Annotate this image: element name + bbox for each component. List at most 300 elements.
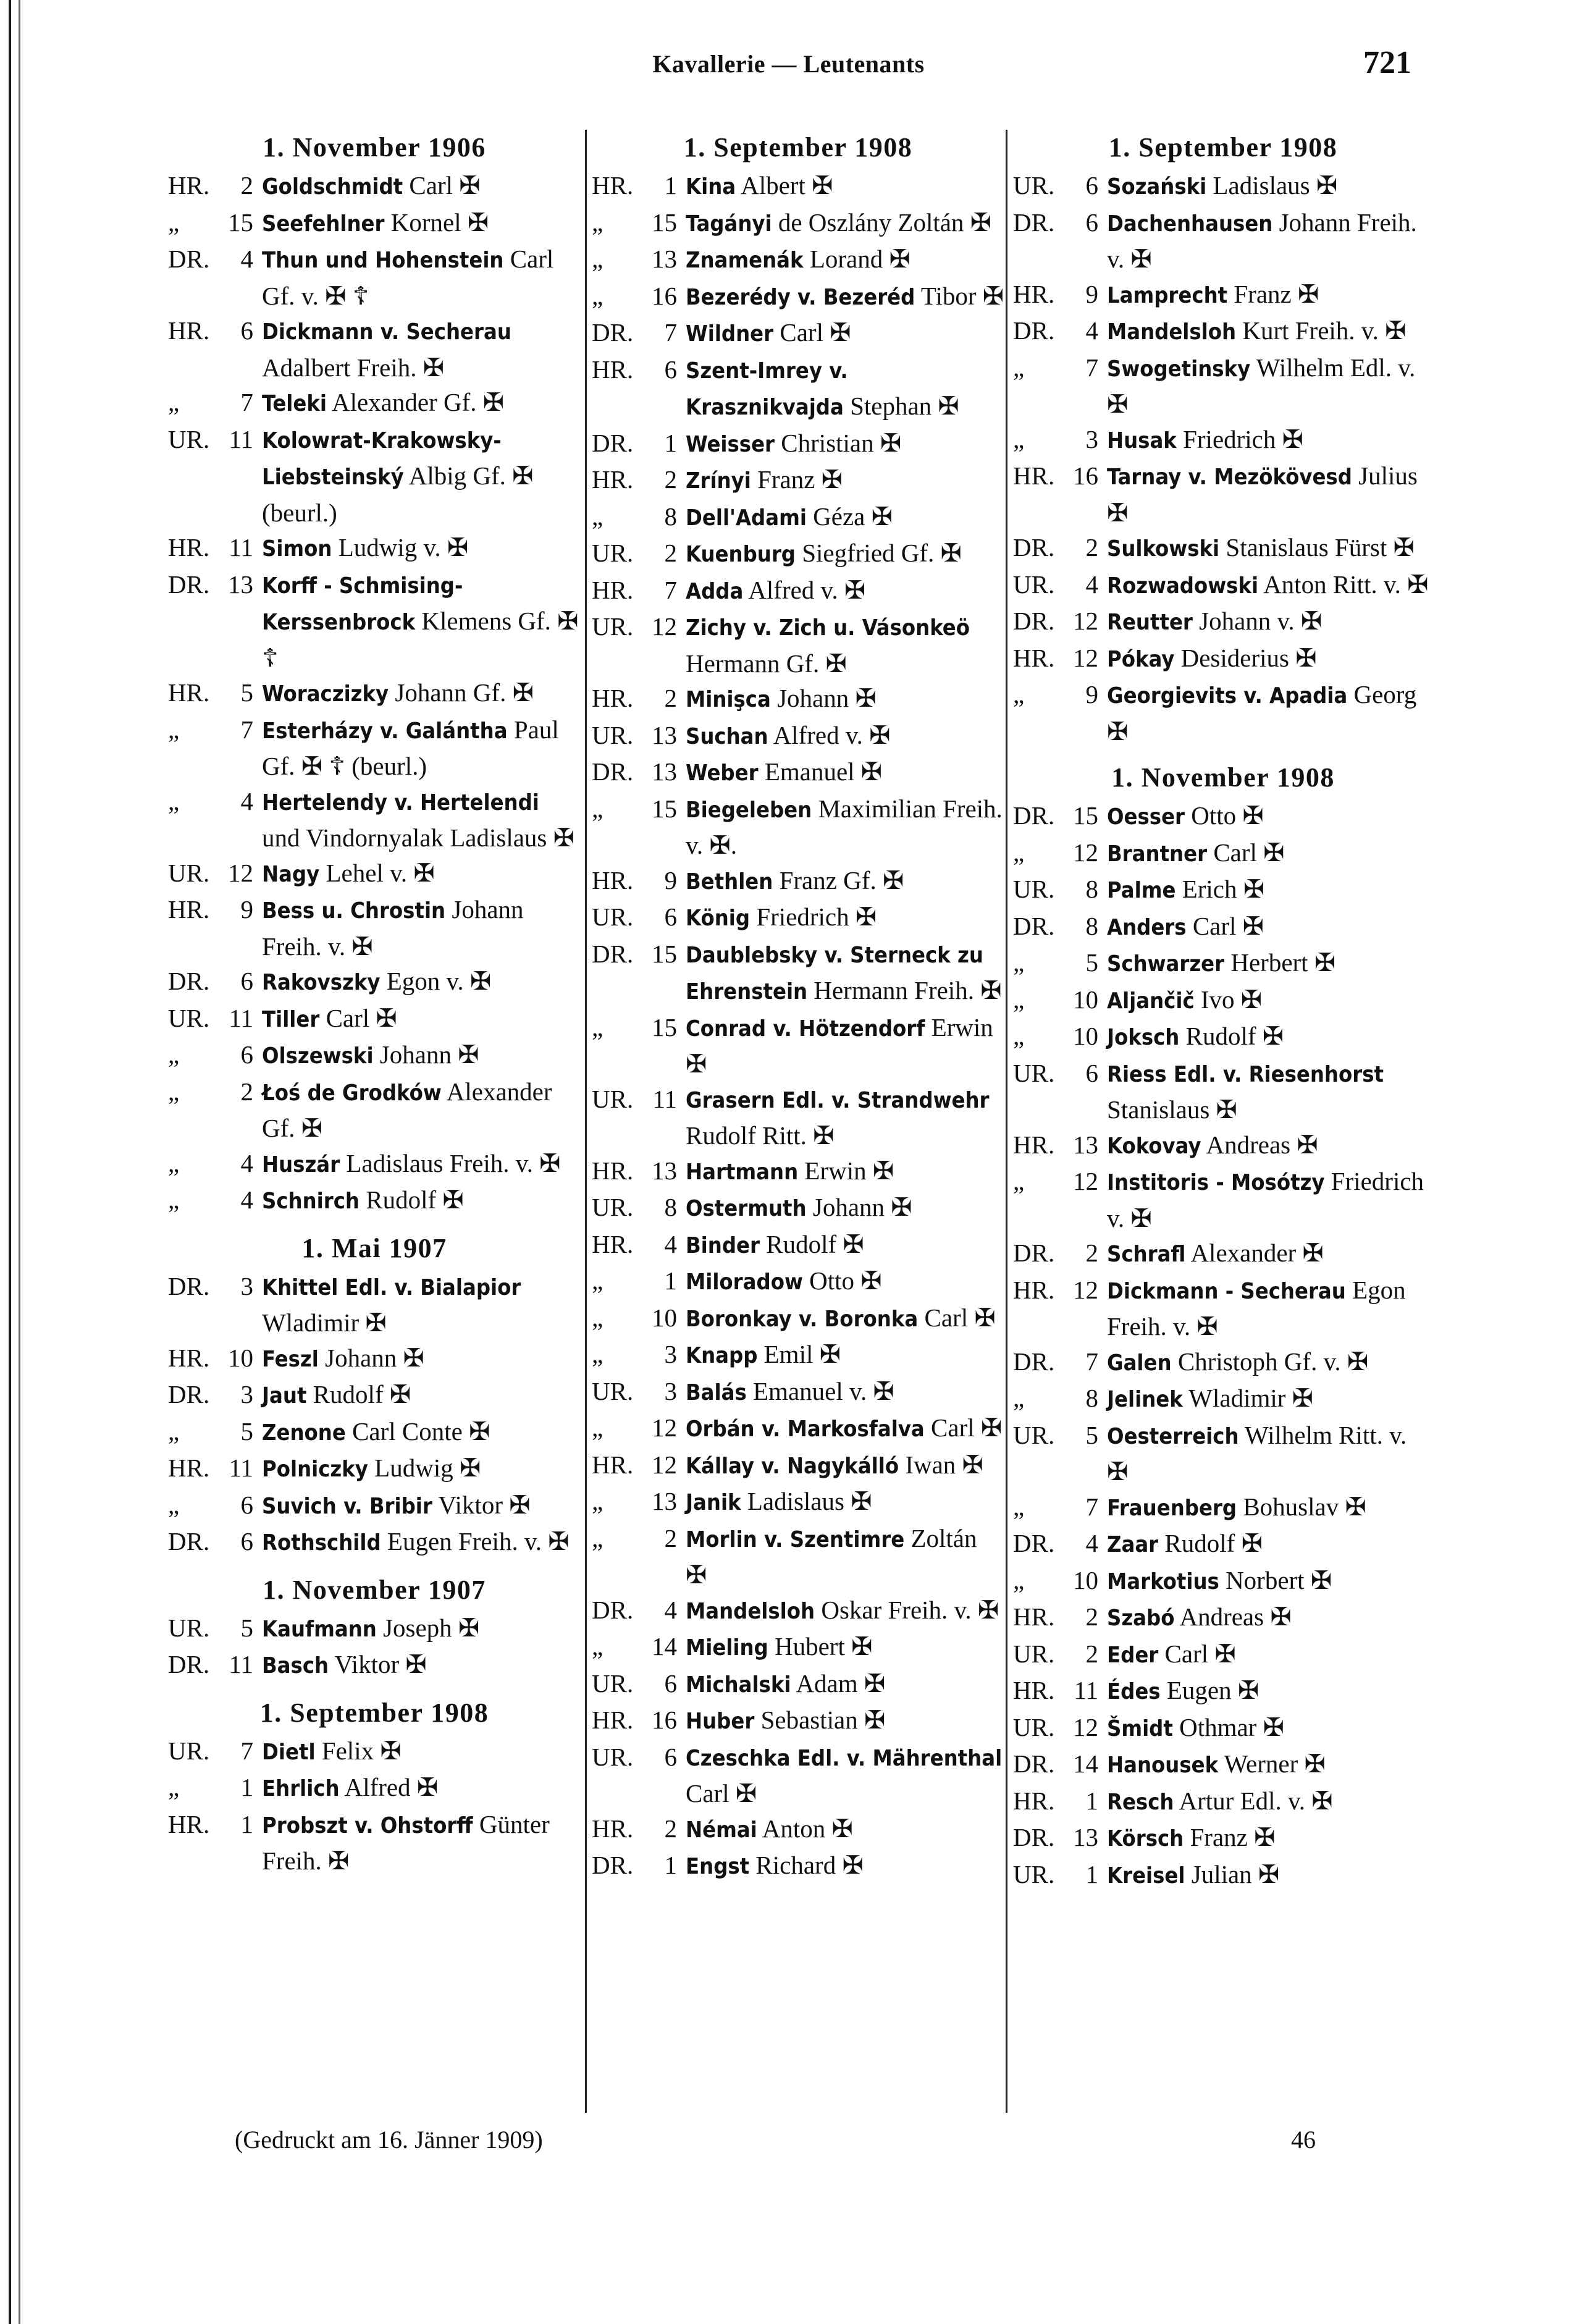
officer-given-name: Adam ✠ [796,1669,886,1698]
officer-given-name: Hubert ✠ [774,1632,873,1661]
officer-given-name: Hermann Gf. ✠ [686,649,847,678]
officer-name [1107,313,1433,350]
officer-surname: Adda [686,578,744,604]
regiment-type: HR. [168,1809,210,1838]
officer-given-name: Alfred ✠ [344,1773,439,1801]
officer-given-name: Emil ✠ [763,1340,841,1368]
officer-surname: Dickmann - Secherau [1107,1278,1346,1304]
officer-given-name: Johann v. ✠ [1199,607,1323,635]
regiment-type: „ [592,794,603,823]
regiment-type: HR. [1013,1786,1055,1815]
officer-name [1107,1783,1433,1821]
regiment-type: DR. [1013,316,1055,345]
section-date-heading: 1. September 1908 [683,132,913,162]
officer-surname: Polniczky [262,1457,368,1482]
regiment-number: 5 [240,1417,253,1446]
officer-entry [592,681,1004,718]
officer-entry [592,1484,1004,1521]
officer-name [686,1848,1004,1885]
officer-entry [1013,1820,1433,1857]
officer-entry [1013,641,1433,678]
officer-surname: Galen [1107,1350,1172,1376]
regiment-type: „ [168,1040,180,1069]
officer-entry [592,426,1004,463]
officer-surname: Bethlen [686,869,773,895]
officer-surname: Szabó [1107,1606,1175,1631]
regiment-number: 9 [664,865,677,895]
page-number: 721 [1363,45,1411,80]
officer-entry [592,1263,1004,1300]
officer-name [1107,422,1433,459]
regiment-type: HR. [592,355,634,384]
officer-entry [592,1521,1004,1593]
officer-given-name: Otto ✠ [809,1266,882,1295]
officer-given-name: Artur Edl. v. ✠ [1179,1786,1333,1815]
regiment-number: 4 [1085,570,1098,599]
officer-given-name: Alexander ✠ [1190,1239,1324,1267]
officer-entry [168,856,581,893]
officer-name [262,1146,581,1183]
officer-name [262,1488,581,1525]
regiment-number: 8 [1085,911,1098,940]
officer-given-name: Emanuel ✠ [764,757,883,786]
officer-entry [168,1377,581,1414]
regiment-type: „ [592,1632,603,1661]
officer-given-name: Kornel ✠ [390,208,489,237]
regiment-type: UR. [1013,875,1055,903]
officer-surname: Ostermuth [686,1196,807,1221]
officer-given-name: Joseph ✠ [383,1613,480,1642]
officer-entry [1013,1636,1433,1674]
officer-entry [592,1666,1004,1703]
officer-given-name: de Oszlány Zoltán ✠ [778,208,992,237]
regiment-number: 15 [652,1013,677,1042]
officer-name [262,1647,581,1684]
officer-surname: Šmidt [1107,1716,1173,1741]
officer-name [262,1001,581,1038]
officer-given-name: Egon v. ✠ [386,967,492,995]
regiment-type: HR. [1013,1602,1055,1631]
regiment-type: „ [1013,353,1025,382]
officer-name [1107,1636,1433,1674]
officer-entry [592,279,1004,316]
officer-name [1107,1273,1433,1344]
regiment-number: 1 [240,1809,253,1838]
officer-given-name: Rudolf ✠ [313,1380,411,1408]
officer-entry [592,1740,1004,1811]
officer-entry [168,1450,581,1488]
officer-given-name: Wladimir ✠ [1188,1384,1313,1412]
regiment-number: 6 [240,1040,253,1069]
officer-given-name: Ludwig ✠ [374,1454,481,1482]
regiment-type: „ [592,502,603,531]
regiment-type: UR. [1013,171,1055,200]
column-1 [168,130,581,1879]
officer-given-name: Siegfried Gf. ✠ [802,539,962,567]
regiment-type: DR. [1013,607,1055,635]
officer-given-name: Viktor ✠ [438,1490,531,1519]
regiment-type: HR. [592,1450,634,1479]
signature-mark: 46 [1291,2126,1316,2153]
regiment-type: DR. [168,570,210,599]
regiment-type: HR. [592,1814,634,1843]
officer-name [1107,1344,1433,1381]
officer-entry [1013,1746,1433,1783]
officer-surname: Reutter [1107,610,1193,635]
officer-surname: Kreisel [1107,1863,1185,1888]
officer-surname: Hanousek [1107,1753,1219,1778]
officer-entry [1013,313,1433,350]
officer-name [686,1521,1004,1593]
regiment-number: 12 [652,612,677,641]
officer-given-name: Johann ✠ [812,1193,912,1221]
officer-entry [592,1811,1004,1848]
regiment-type: „ [592,1266,603,1295]
officer-surname: Zaar [1107,1532,1159,1557]
officer-surname: Orbán v. Markosfalva [686,1417,925,1442]
officer-given-name: Carl ✠ [924,1303,996,1332]
officer-entry [1013,1127,1433,1164]
regiment-number: 6 [240,1527,253,1556]
officer-name [262,1341,581,1378]
officer-name [262,168,581,205]
officer-surname: Daublebsky v. Sterneck zu Ehrenstein [686,942,983,1004]
officer-surname: Suchan [686,723,768,749]
regiment-type: HR. [168,1343,210,1372]
officer-surname: Huszár [262,1151,340,1177]
officer-surname: Hertelendy v. Hertelendi [262,789,539,815]
regiment-type: DR. [168,245,210,273]
officer-name [1107,909,1433,946]
officer-given-name: Alfred v. ✠ [773,720,891,749]
regiment-number: 2 [664,684,677,712]
column-divider [585,130,587,2113]
officer-given-name: Johann Freih. v. ✠ [262,895,524,961]
officer-name [262,567,581,676]
officer-name [686,1190,1004,1227]
officer-entry [168,1074,581,1146]
regiment-number: 6 [664,355,677,384]
officer-name [686,352,1004,426]
officer-entry [1013,945,1433,982]
officer-entry [1013,205,1433,277]
officer-surname: Probszt v. Ohstorff [262,1812,473,1838]
regiment-type: UR. [592,612,634,641]
regiment-number: 2 [1085,1602,1098,1631]
regiment-number: 11 [652,1084,677,1113]
officer-name [1107,604,1433,641]
officer-given-name: Carl ✠ [1164,1639,1236,1668]
regiment-number: 5 [240,678,253,707]
officer-name [1107,567,1433,604]
regiment-type: HR. [1013,461,1055,490]
officer-name [1107,1127,1433,1164]
regiment-number: 16 [652,281,677,310]
officer-surname: Balás [686,1379,747,1405]
officer-surname: Kolowrat-Krakowsky-Liebsteinský [262,427,502,490]
regiment-type: HR. [1013,279,1055,308]
officer-given-name: Georg ✠ [1107,680,1417,746]
officer-name [1107,835,1433,872]
regiment-number: 15 [1073,801,1098,830]
officer-entry [1013,1344,1433,1381]
officer-name [686,1374,1004,1411]
officer-entry [1013,909,1433,946]
regiment-type: DR. [168,1380,210,1408]
regiment-type: „ [1013,1384,1025,1412]
regiment-type: UR. [168,1736,210,1765]
regiment-number: 10 [652,1303,677,1332]
regiment-number: 4 [240,1148,253,1177]
officer-given-name: Stanislaus ✠ [1107,1095,1237,1124]
regiment-number: 13 [652,245,677,273]
officer-name [1107,168,1433,205]
regiment-number: 1 [664,428,677,457]
officer-surname: Ehrlich [262,1776,340,1801]
officer-entry [592,573,1004,610]
officer-given-name: Julius ✠ [1107,461,1418,527]
officer-entry [1013,1563,1433,1600]
officer-name [686,1811,1004,1848]
section-date-heading: 1. September 1908 [259,1697,489,1728]
page-title: Kavallerie — Leutenants [652,50,925,78]
regiment-type: „ [168,1148,180,1177]
officer-name [686,1740,1004,1811]
officer-surname: Georgievits v. Apadia [1107,683,1348,709]
regiment-number: 13 [652,757,677,786]
officer-given-name: Herbert ✠ [1230,948,1336,977]
regiment-number: 4 [240,1185,253,1214]
officer-entry [1013,872,1433,909]
officer-entry [168,1770,581,1807]
officer-name [686,536,1004,573]
regiment-type: „ [1013,985,1025,1014]
regiment-type: UR. [592,1669,634,1698]
officer-given-name: Franz ✠ [1190,1823,1276,1851]
regiment-number: 5 [1085,948,1098,977]
regiment-type: UR. [592,1742,634,1771]
officer-name [686,1300,1004,1337]
officer-given-name: Friedrich ✠ [1183,424,1303,453]
regiment-type: DR. [168,1650,210,1678]
officer-given-name: Carl ✠ [1192,911,1264,940]
officer-surname: Korff - Schmising-Kerssenbrock [262,573,463,635]
officer-surname: Grasern Edl. v. Strandwehr [686,1087,990,1113]
regiment-number: 14 [1073,1749,1098,1778]
regiment-type: UR. [1013,1712,1055,1741]
regiment-number: 6 [240,316,253,345]
officer-name [686,681,1004,718]
regiment-number: 12 [1073,1275,1098,1304]
regiment-number: 12 [1073,838,1098,867]
officer-name [686,1410,1004,1447]
regiment-type: UR. [592,903,634,931]
officer-entry [1013,1273,1433,1344]
regiment-type: „ [168,388,180,416]
officer-entry [592,499,1004,536]
officer-name [1107,1563,1433,1600]
regiment-type: „ [592,208,603,237]
officer-surname: Dickmann v. Secherau [262,319,511,345]
officer-given-name: Wilhelm Ritt. v. ✠ [1107,1420,1407,1486]
scan-edge-line [9,0,11,2324]
officer-name [686,1666,1004,1703]
officer-given-name: Wladimir ✠ [262,1308,387,1337]
regiment-number: 3 [1085,424,1098,453]
officer-given-name: Zoltán ✠ [686,1523,977,1589]
regiment-type: HR. [592,465,634,494]
officer-entry [168,1488,581,1525]
officer-surname: Tarnay v. Mezökövesd [1107,465,1352,490]
officer-surname: Kokovay [1107,1133,1201,1159]
officer-name [1107,350,1433,422]
officer-surname: Rakovszky [262,970,381,995]
regiment-number: 13 [652,1487,677,1515]
officer-entry [168,964,581,1001]
officer-given-name: Friedrich ✠ [756,903,877,931]
section-date-heading: 1. November 1907 [263,1574,486,1605]
officer-name [262,675,581,712]
regiment-number: 3 [240,1271,253,1300]
officer-entry [1013,1783,1433,1821]
officer-entry [168,1524,581,1561]
officer-given-name: Stanislaus Fürst ✠ [1226,533,1415,562]
officer-given-name: Alexander Gf. ✠ [262,1077,552,1142]
regiment-type: „ [1013,1022,1025,1050]
officer-name [686,609,1004,681]
regiment-number: 12 [228,858,253,887]
officer-entry [1013,567,1433,604]
officer-entry [168,1182,581,1219]
officer-entry [168,1146,581,1183]
regiment-number: 4 [240,245,253,273]
officer-given-name: Lehel v. ✠ [326,858,435,887]
regiment-number: 7 [664,318,677,347]
regiment-number: 7 [240,388,253,416]
officer-given-name: Eugen ✠ [1166,1676,1259,1704]
regiment-number: 16 [652,1706,677,1734]
officer-given-name: Rudolf ✠ [1185,1022,1284,1050]
officer-entry [168,784,581,856]
officer-name [262,1037,581,1074]
officer-given-name: Andreas ✠ [1206,1130,1318,1159]
officer-given-name: Wilhelm Edl. v. ✠ [1107,353,1416,418]
regiment-number: 5 [1085,1420,1098,1449]
officer-entry [1013,1673,1433,1710]
officer-name [686,315,1004,352]
regiment-number: 6 [664,1742,677,1771]
officer-entry [168,1414,581,1451]
officer-given-name: Alexander Gf. ✠ [331,388,505,416]
officer-name [686,937,1004,1010]
officer-name [1107,530,1433,567]
officer-surname: Szent-Imrey v. Krasznikvajda [686,358,848,420]
officer-entry [168,1037,581,1074]
officer-entry [1013,798,1433,835]
officer-name [686,1337,1004,1374]
officer-entry [592,1010,1004,1082]
officer-entry [1013,350,1433,422]
officer-surname: Dell'Adami [686,505,807,531]
officer-name [1107,1673,1433,1710]
regiment-type: HR. [1013,643,1055,672]
officer-name [1107,798,1433,835]
officer-entry [168,242,581,313]
regiment-number: 6 [240,967,253,995]
officer-name [1107,1381,1433,1418]
regiment-number: 12 [652,1413,677,1442]
officer-given-name: Carl ✠ [931,1413,1003,1442]
regiment-type: „ [168,1185,180,1214]
regiment-type: UR. [1013,1420,1055,1449]
regiment-type: DR. [1013,911,1055,940]
officer-name [686,1593,1004,1630]
officer-name [1107,982,1433,1019]
regiment-type: UR. [1013,1859,1055,1888]
officer-surname: Basch [262,1653,329,1678]
officer-given-name: Desiderius ✠ [1180,643,1317,672]
column-3 [1013,130,1433,1893]
officer-name [262,712,581,784]
officer-name [1107,205,1433,277]
officer-surname: Teleki [262,391,327,416]
officer-entry [168,567,581,676]
officer-entry [1013,1019,1433,1056]
officer-surname: Thun und Hohenstein [262,248,504,273]
officer-surname: Körsch [1107,1826,1184,1851]
officer-entry [592,315,1004,352]
regiment-number: 4 [664,1229,677,1258]
scan-edge-line [19,0,20,2324]
officer-entry [1013,1857,1433,1894]
officer-given-name: Anton Ritt. v. ✠ [1263,570,1429,599]
officer-surname: Oesser [1107,804,1185,830]
officer-name [686,499,1004,536]
regiment-type: HR. [592,171,634,200]
officer-given-name: Günter Freih. ✠ [262,1809,550,1875]
officer-entry [1013,1489,1433,1526]
officer-entry [1013,677,1433,749]
officer-given-name: Albig Gf. ✠ (beurl.) [262,461,534,527]
regiment-type: „ [1013,1167,1025,1195]
officer-name [262,1807,581,1879]
regiment-type: „ [168,1417,180,1446]
officer-entry [592,863,1004,900]
officer-surname: Feszl [262,1346,319,1372]
regiment-number: 10 [1073,985,1098,1014]
officer-name [1107,1236,1433,1273]
officer-given-name: Carl Conte ✠ [352,1417,490,1446]
regiment-type: UR. [168,1613,210,1642]
regiment-number: 7 [240,1736,253,1765]
officer-surname: Riess Edl. v. Riesenhorst [1107,1061,1384,1087]
officer-name [262,530,581,567]
officer-given-name: Franz ✠ [757,465,843,494]
regiment-number: 6 [1085,171,1098,200]
officer-surname: Anders [1107,914,1187,940]
officer-entry [592,609,1004,681]
officer-surname: Schnirch [262,1189,360,1214]
regiment-number: 4 [1085,316,1098,345]
officer-entry [168,1807,581,1879]
regiment-number: 1 [664,1851,677,1879]
officer-given-name: Ivo ✠ [1200,985,1263,1014]
officer-entry [168,422,581,531]
officer-entry [1013,604,1433,641]
regiment-number: 9 [1085,680,1098,709]
officer-given-name: Anton ✠ [762,1814,853,1843]
officer-given-name: Carl ✠ [1213,838,1285,867]
